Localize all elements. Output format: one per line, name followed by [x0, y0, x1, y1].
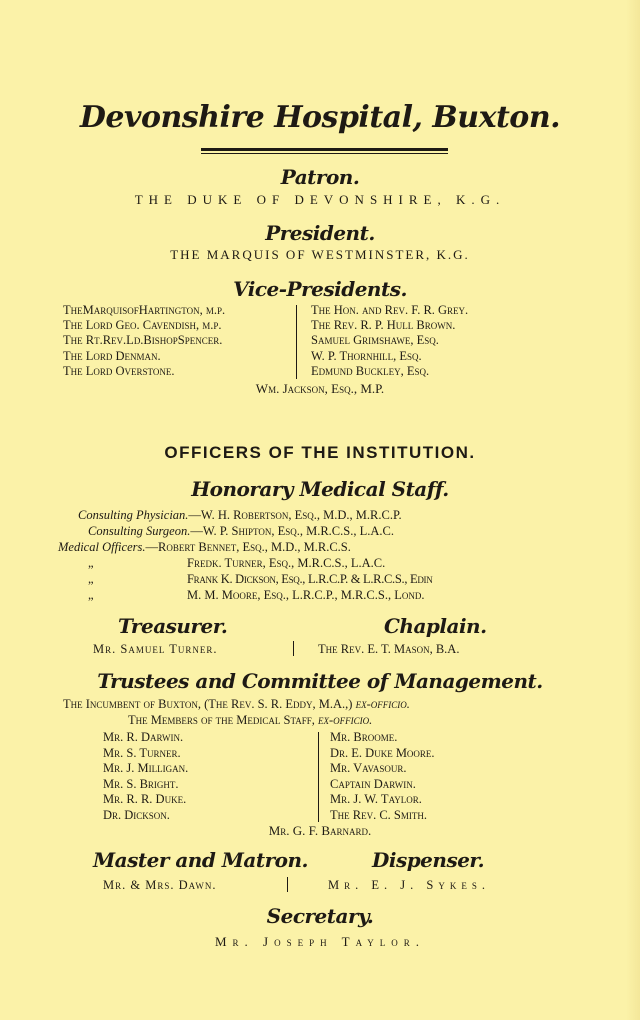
vice-presidents-heading: Vice-Presidents. [233, 277, 407, 301]
trustees-heading: Trustees and Committee of Management. [97, 669, 543, 693]
president-heading: President. [265, 221, 375, 245]
column-divider [318, 732, 319, 822]
staff-line: „ [88, 556, 94, 570]
committee-member: Mr. R. R. Duke. [103, 792, 187, 806]
staff-line: „ [88, 572, 94, 586]
committee-member: Dr. Dickson. [103, 807, 170, 822]
secretary-name: Mr. Joseph Taylor. [214, 934, 425, 949]
committee-member: Dr. E. Duke Moore. [330, 745, 435, 760]
master-heading: Master and Matron. [93, 848, 308, 872]
vice-president: Samuel Grimshawe, Esq. [311, 333, 439, 348]
vice-presidents-left-column [63, 303, 225, 379]
staff-name: Frank K. Dickson, Esq., L.R.C.P. & L.R.C.S., Edin [187, 572, 433, 586]
vice-president: The Lord Overstone. [63, 363, 175, 378]
committee-member: Mr. J. Milligan. [103, 761, 189, 775]
chaplain-name: The Rev. E. T. Mason, B.A. [318, 642, 460, 656]
trustees-line: The Incumbent of Buxton, (The Rev. S. R. Eddy, M.A.,) ex-officio. [63, 697, 410, 711]
staff-name: Fredk. Turner, Esq., M.R.C.S., L.A.C. [187, 556, 386, 570]
staff-line: Consulting Surgeon.—W. P. Shipton, Esq., M.R.C.S., L.A.C. [88, 524, 394, 538]
vice-president: The Lord Denman. [63, 348, 161, 363]
president-name: THE MARQUIS OF WESTMINSTER, K.G. [170, 247, 470, 262]
committee-member: Mr. S. Turner. [103, 745, 181, 760]
committee-member: Mr. S. Bright. [103, 776, 179, 791]
column-divider [287, 877, 288, 892]
title-rule [201, 148, 448, 154]
chaplain-heading: Chaplain. [384, 614, 487, 638]
trustees-left-column [103, 730, 188, 823]
patron-heading: Patron. [280, 165, 360, 189]
dispenser-name: Mr. E. J. Sykes. [328, 878, 490, 892]
master-name: Mr. & Mrs. Dawn. [103, 878, 217, 892]
page-edge [626, 0, 640, 1020]
column-divider [296, 305, 297, 379]
secretary-heading: Secretary. [266, 904, 374, 928]
trustees-right-column [330, 730, 435, 823]
vice-president: W. P. Thornhill, Esq. [311, 348, 422, 363]
page-title: Devonshire Hospital, Buxton. [79, 100, 561, 135]
vice-president: The Rev. R. P. Hull Brown. [311, 318, 456, 333]
vice-president: Edmund Buckley, Esq. [311, 363, 430, 378]
trustees-line: The Members of the Medical Staff, ex-officio. [128, 713, 373, 727]
patron-name: THE DUKE OF DEVONSHIRE, K.G. [134, 192, 506, 207]
vice-president: The Hon. and Rev. F. R. Grey. [311, 303, 469, 317]
committee-member: Mr. J. W. Taylor. [330, 792, 422, 806]
medical-staff-heading: Honorary Medical Staff. [191, 477, 449, 501]
committee-member: Captain Darwin. [330, 776, 416, 791]
staff-line: Consulting Physician.—W. H. Robertson, Esq., M.D., M.R.C.P. [78, 508, 402, 522]
committee-member: Mr. Broome. [330, 730, 398, 744]
vice-president: The Lord Geo. Cavendish, m.p. [63, 318, 222, 333]
committee-member-last: Mr. G. F. Barnard. [268, 823, 372, 838]
staff-name: M. M. Moore, Esq., L.R.C.P., M.R.C.S., Lond. [187, 588, 425, 602]
staff-line: Medical Officers.—Robert Bennet, Esq., M.D., M.R.C.S. [58, 540, 351, 554]
vice-president-last: Wm. Jackson, Esq., M.P. [255, 381, 385, 396]
dispenser-heading: Dispenser. [372, 848, 485, 872]
committee-member: Mr. Vavasour. [330, 761, 407, 775]
column-divider [293, 641, 294, 656]
committee-member: The Rev. C. Smith. [330, 807, 428, 822]
treasurer-name: Mr. Samuel Turner. [93, 642, 218, 656]
staff-line: „ [88, 588, 94, 602]
committee-member: Mr. R. Darwin. [103, 730, 184, 744]
vice-president: The Rt.Rev.Ld.BishopSpencer. [63, 333, 223, 348]
treasurer-heading: Treasurer. [118, 614, 228, 638]
vice-presidents-right-column [311, 303, 468, 379]
vice-president: TheMarquisofHartington, m.p. [63, 303, 226, 317]
officers-heading: OFFICERS OF THE INSTITUTION. [164, 443, 476, 462]
